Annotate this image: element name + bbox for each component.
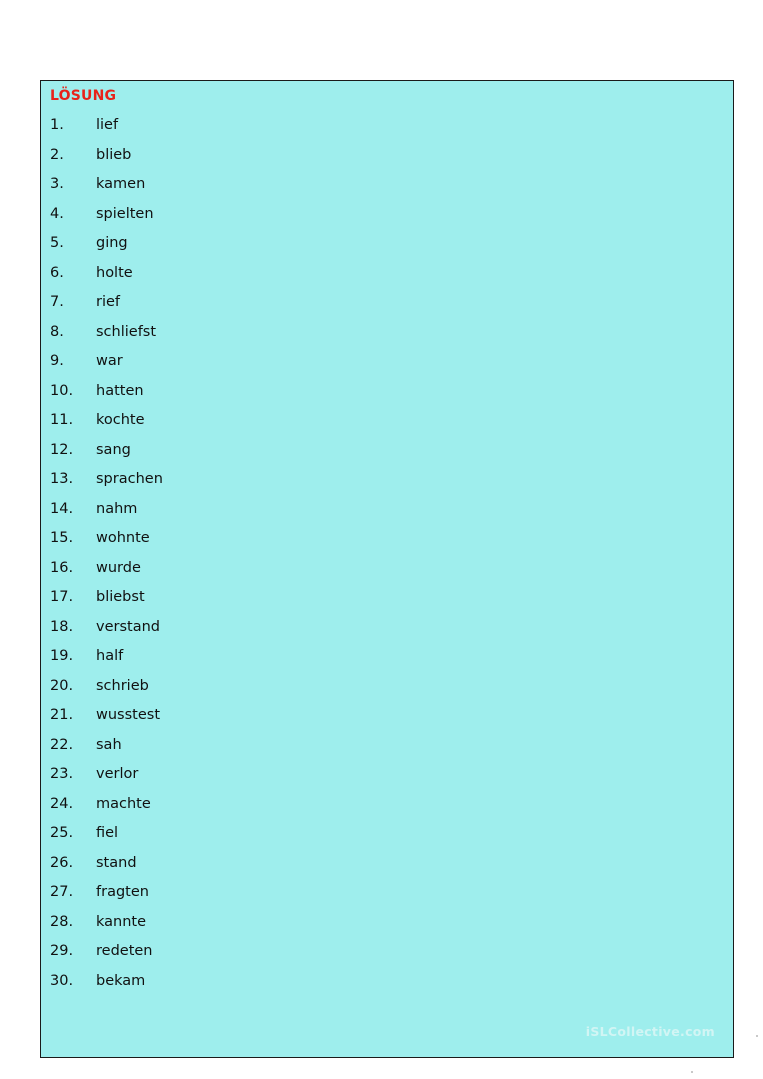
answer-number: 19. [50, 648, 74, 664]
solution-title: LÖSUNG [50, 88, 117, 104]
answer-number: 17. [50, 589, 74, 605]
answer-number: 3. [50, 176, 64, 192]
answer-word: kochte [96, 412, 145, 428]
answer-number: 13. [50, 471, 74, 487]
answer-number: 15. [50, 530, 74, 546]
answer-number: 7. [50, 294, 64, 310]
answer-number: 2. [50, 146, 64, 163]
answer-word: sah [96, 736, 122, 753]
stray-dot [756, 1035, 758, 1037]
answer-word: machte [96, 795, 151, 812]
answer-number: 10. [50, 382, 74, 399]
answer-number: 26. [50, 854, 74, 871]
answer-word: kannte [96, 913, 147, 930]
answer-number: 23. [50, 766, 74, 782]
answer-word: blieb [96, 146, 132, 163]
answer-word: spielten [96, 205, 154, 222]
answer-word: wohnte [96, 530, 150, 546]
answer-number: 25. [50, 825, 74, 841]
answer-word: schliefst [96, 323, 157, 340]
answer-word: war [96, 353, 123, 369]
answer-number: 11. [50, 412, 74, 428]
answer-number: 14. [50, 500, 74, 517]
answer-number: 8. [50, 323, 64, 340]
answer-word: nahm [96, 500, 138, 517]
answer-word: sprachen [96, 471, 163, 487]
answer-number: 29. [50, 943, 74, 959]
answer-word: verstand [96, 618, 160, 635]
answer-number: 22. [50, 736, 74, 753]
answer-word: fragten [96, 884, 149, 900]
answer-number: 6. [50, 264, 64, 281]
answer-word: lief [96, 117, 119, 133]
answer-number: 28. [50, 913, 74, 930]
answer-number: 30. [50, 972, 74, 989]
answer-word: bliebst [96, 589, 145, 605]
answer-word: ging [96, 235, 128, 251]
answer-word: schrieb [96, 677, 149, 694]
answer-number: 9. [50, 353, 64, 369]
answer-number: 12. [50, 441, 74, 458]
answer-number: 1. [50, 117, 64, 133]
answer-word: fiel [96, 825, 119, 841]
answer-number: 21. [50, 707, 74, 723]
answer-number: 16. [50, 559, 74, 576]
stray-dot [691, 1071, 693, 1073]
answer-word: stand [96, 854, 137, 871]
answer-number: 20. [50, 677, 74, 694]
answer-number: 27. [50, 884, 74, 900]
watermark: iSLCollective.com [585, 1024, 715, 1039]
answer-box [40, 80, 734, 1058]
answer-number: 18. [50, 618, 74, 635]
answer-number: 4. [50, 205, 64, 222]
answer-word: kamen [96, 176, 146, 192]
answer-word: verlor [96, 766, 139, 782]
answer-word: sang [96, 441, 131, 458]
answer-word: half [96, 648, 124, 664]
answer-number: 24. [50, 795, 74, 812]
answer-word: rief [96, 294, 121, 310]
answer-number: 5. [50, 235, 64, 251]
answer-word: redeten [96, 943, 153, 959]
answer-word: wusstest [96, 707, 161, 723]
answer-word: holte [96, 264, 133, 281]
answer-word: bekam [96, 972, 146, 989]
answer-word: hatten [96, 382, 144, 399]
answer-word: wurde [96, 559, 141, 576]
